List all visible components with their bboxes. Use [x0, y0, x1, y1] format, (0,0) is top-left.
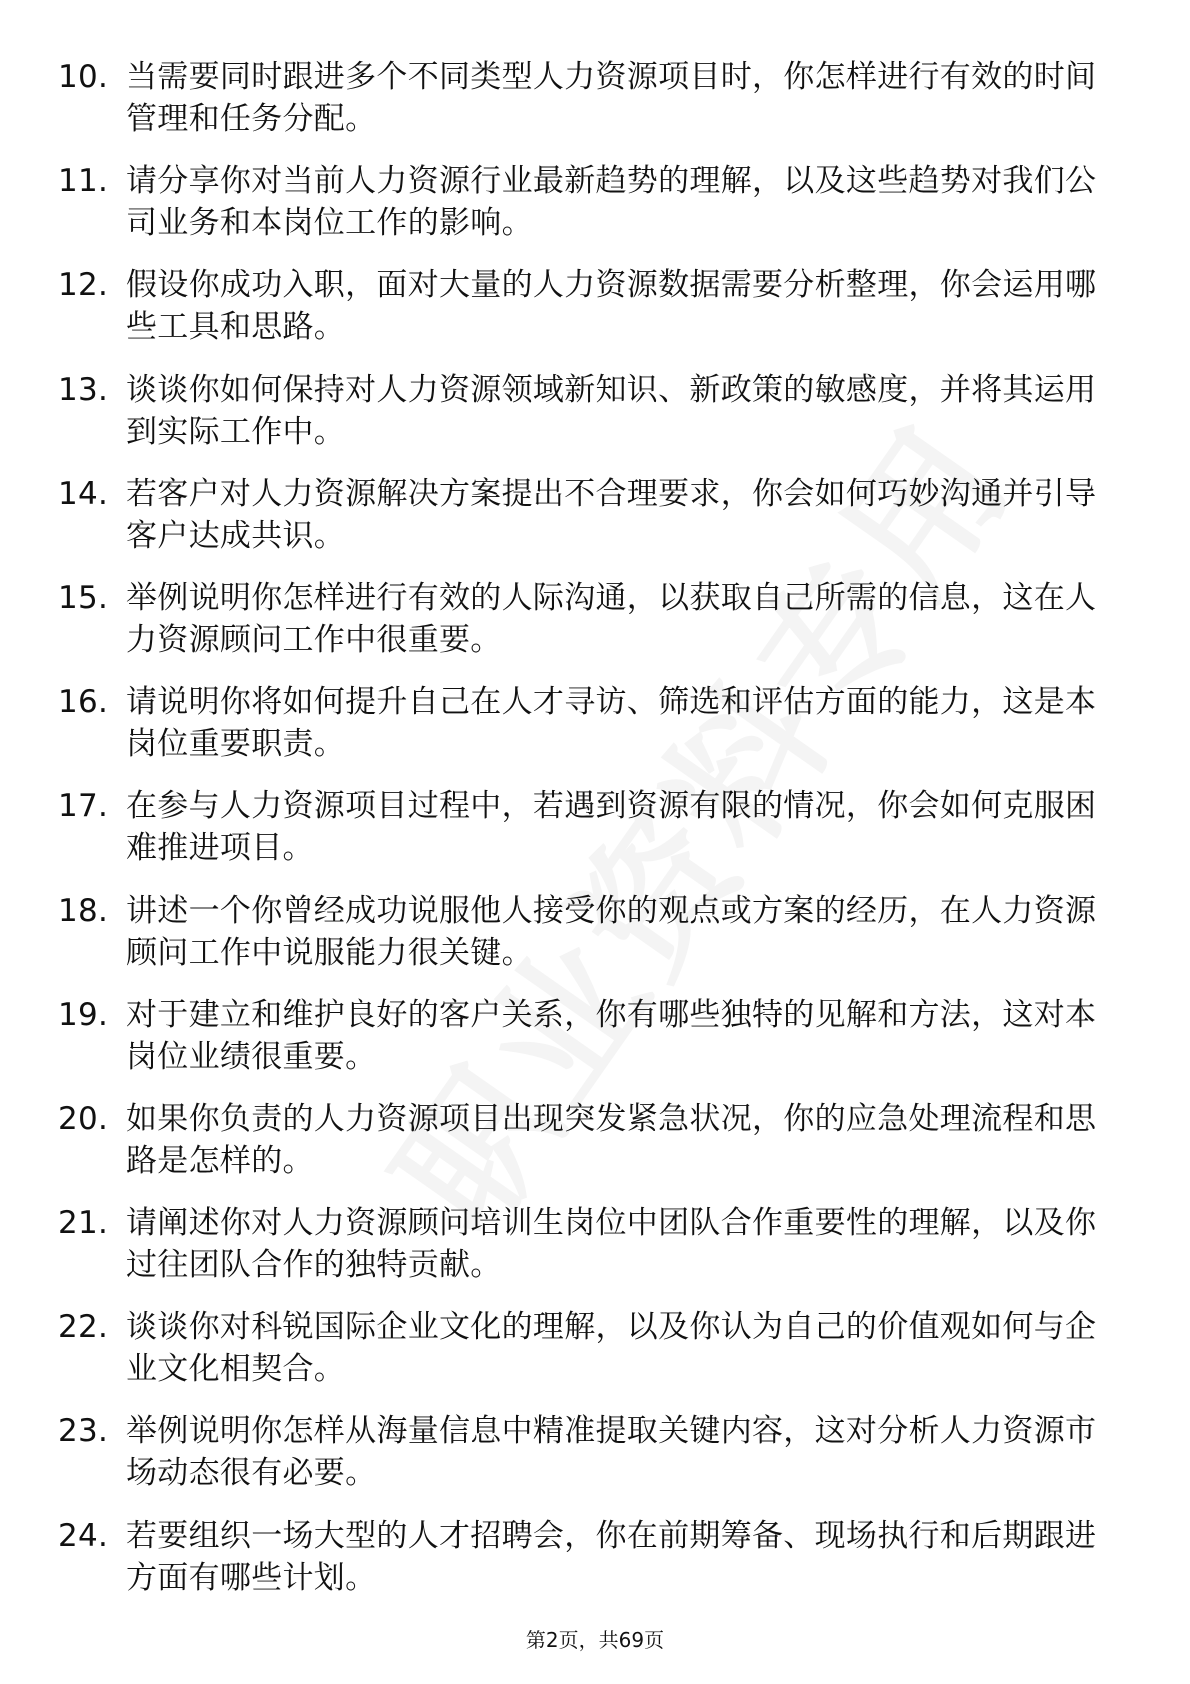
list-item [58, 890, 1118, 994]
question-text: 如果你负责的人力资源项目出现突发紧急状况，你的应急处理流程和思路是怎样的。 [126, 1100, 1097, 1179]
list-item [58, 994, 1118, 1098]
list-item [58, 369, 1118, 473]
list-item [58, 681, 1118, 785]
list-item [58, 1202, 1118, 1306]
question-list [58, 56, 1118, 1619]
question-number: 20. [58, 1100, 109, 1137]
question-text: 举例说明你怎样从海量信息中精准提取关键内容，这对分析人力资源市场动态很有必要。 [126, 1413, 1097, 1492]
question-number: 24. [58, 1517, 109, 1554]
list-item [58, 577, 1118, 681]
question-text: 请阐述你对人力资源顾问培训生岗位中团队合作重要性的理解，以及你过往团队合作的独特贡献。 [126, 1205, 1097, 1284]
question-text: 在参与人力资源项目过程中，若遇到资源有限的情况，你会如何克服困难推进项目。 [126, 788, 1097, 867]
list-item [58, 1098, 1118, 1202]
question-number: 17. [58, 788, 109, 825]
question-text: 若客户对人力资源解决方案提出不合理要求，你会如何巧妙沟通并引导客户达成共识。 [126, 475, 1097, 554]
page-footer: 第2页，共69页 [525, 1628, 665, 1652]
question-number: 21. [58, 1205, 109, 1242]
question-number: 15. [58, 579, 109, 616]
list-item [58, 1410, 1118, 1514]
list-item [58, 264, 1118, 368]
question-number: 14. [58, 475, 109, 512]
question-text: 当需要同时跟进多个不同类型人力资源项目时，你怎样进行有效的时间管理和任务分配。 [126, 59, 1097, 137]
question-text: 谈谈你如何保持对人力资源领域新知识、新政策的敏感度，并将其运用到实际工作中。 [126, 371, 1097, 450]
question-number: 11. [58, 163, 109, 200]
question-text: 对于建立和维护良好的客户关系，你有哪些独特的见解和方法，这对本岗位业绩很重要。 [126, 996, 1097, 1075]
list-item [58, 785, 1118, 889]
question-number: 23. [58, 1413, 109, 1450]
question-number: 18. [58, 892, 109, 929]
question-number: 22. [58, 1309, 109, 1346]
question-text: 请分享你对当前人力资源行业最新趋势的理解，以及这些趋势对我们公司业务和本岗位工作的影响。 [126, 163, 1097, 242]
list-item [58, 1515, 1118, 1619]
question-number: 10. [58, 59, 109, 95]
question-number: 13. [58, 371, 109, 408]
question-number: 19. [58, 996, 109, 1033]
list-item [58, 56, 1118, 160]
question-text: 讲述一个你曾经成功说服他人接受你的观点或方案的经历，在人力资源顾问工作中说服能力很关键。 [126, 892, 1097, 971]
question-text: 举例说明你怎样进行有效的人际沟通，以获取自己所需的信息，这在人力资源顾问工作中很重要。 [126, 579, 1097, 658]
question-text: 假设你成功入职，面对大量的人力资源数据需要分析整理，你会运用哪些工具和思路。 [126, 267, 1097, 346]
question-text: 若要组织一场大型的人才招聘会，你在前期筹备、现场执行和后期跟进方面有哪些计划。 [126, 1517, 1097, 1596]
question-text: 谈谈你对科锐国际企业文化的理解，以及你认为自己的价值观如何与企业文化相契合。 [126, 1309, 1097, 1388]
list-item [58, 1306, 1118, 1410]
question-number: 12. [58, 267, 109, 304]
question-text: 请说明你将如何提升自己在人才寻访、筛选和评估方面的能力，这是本岗位重要职责。 [126, 684, 1097, 763]
list-item [58, 473, 1118, 577]
list-item [58, 160, 1118, 264]
question-number: 16. [58, 684, 109, 721]
